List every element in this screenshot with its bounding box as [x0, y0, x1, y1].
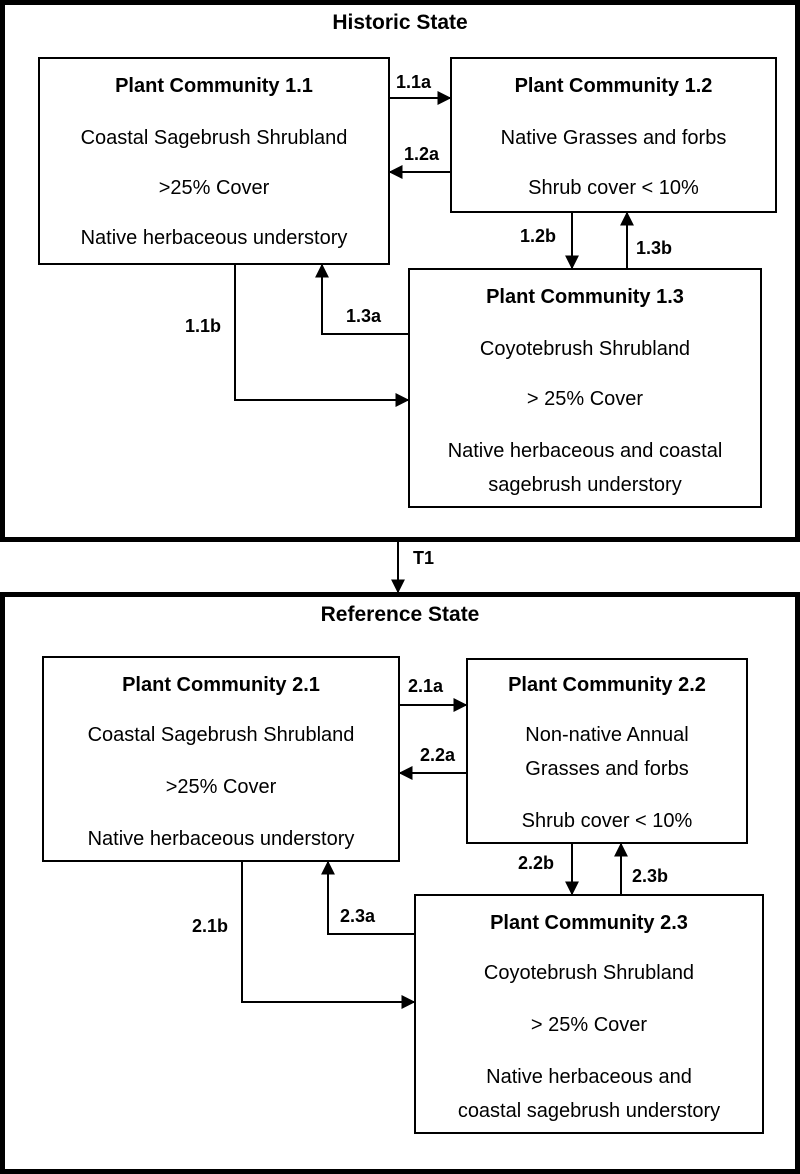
label-1-3b: 1.3b [636, 238, 673, 258]
pc23-line1: Coyotebrush Shrubland [483, 962, 695, 984]
pc21-line1: Coastal Sagebrush Shrubland [87, 724, 355, 746]
label-2-2a: 2.2a [420, 745, 456, 765]
pc23-line3: Native herbaceous and [486, 1066, 692, 1088]
pc21-title: Plant Community 2.1 [122, 674, 320, 696]
label-1-1a: 1.1a [396, 72, 432, 92]
label-2-3b: 2.3b [632, 866, 669, 886]
pc23-line4: coastal sagebrush understory [457, 1100, 721, 1122]
pc22-line3: Shrub cover < 10% [521, 810, 693, 832]
pc22-line1: Non-native Annual [525, 724, 689, 746]
pc11-line1: Coastal Sagebrush Shrubland [80, 127, 348, 149]
label-2-2b: 2.2b [518, 853, 555, 873]
pc22-line2: Grasses and forbs [525, 758, 689, 780]
label-1-3a: 1.3a [346, 306, 382, 326]
pc21-line3: Native herbaceous understory [87, 828, 355, 850]
pc11-line2: >25% Cover [158, 177, 270, 199]
pc12-line2: Shrub cover < 10% [528, 177, 699, 199]
pc13-line2: > 25% Cover [526, 388, 644, 410]
pc13-line4: sagebrush understory [488, 474, 682, 496]
pc13-line1: Coyotebrush Shrubland [479, 338, 691, 360]
pc23-line2: > 25% Cover [530, 1014, 648, 1036]
label-1-2b: 1.2b [520, 226, 557, 246]
pc23-title: Plant Community 2.3 [490, 912, 688, 934]
label-1-2a: 1.2a [404, 144, 440, 164]
pc12-title: Plant Community 1.2 [514, 75, 713, 97]
pc12-line1: Native Grasses and forbs [500, 127, 727, 149]
pc13-title: Plant Community 1.3 [486, 286, 684, 308]
label-2-1a: 2.1a [408, 676, 444, 696]
pc11-line3: Native herbaceous understory [80, 227, 348, 249]
pc11-title: Plant Community 1.1 [115, 75, 313, 97]
label-2-1b: 2.1b [192, 916, 229, 936]
historic-state-title: Historic State [332, 11, 468, 34]
pc21-line2: >25% Cover [165, 776, 277, 798]
pc22-title: Plant Community 2.2 [508, 674, 706, 696]
label-1-1b: 1.1b [185, 316, 222, 336]
reference-state-title: Reference State [320, 603, 480, 626]
pc13-line3: Native herbaceous and coastal [447, 440, 723, 462]
label-2-3a: 2.3a [340, 906, 376, 926]
label-t1: T1 [413, 548, 435, 568]
